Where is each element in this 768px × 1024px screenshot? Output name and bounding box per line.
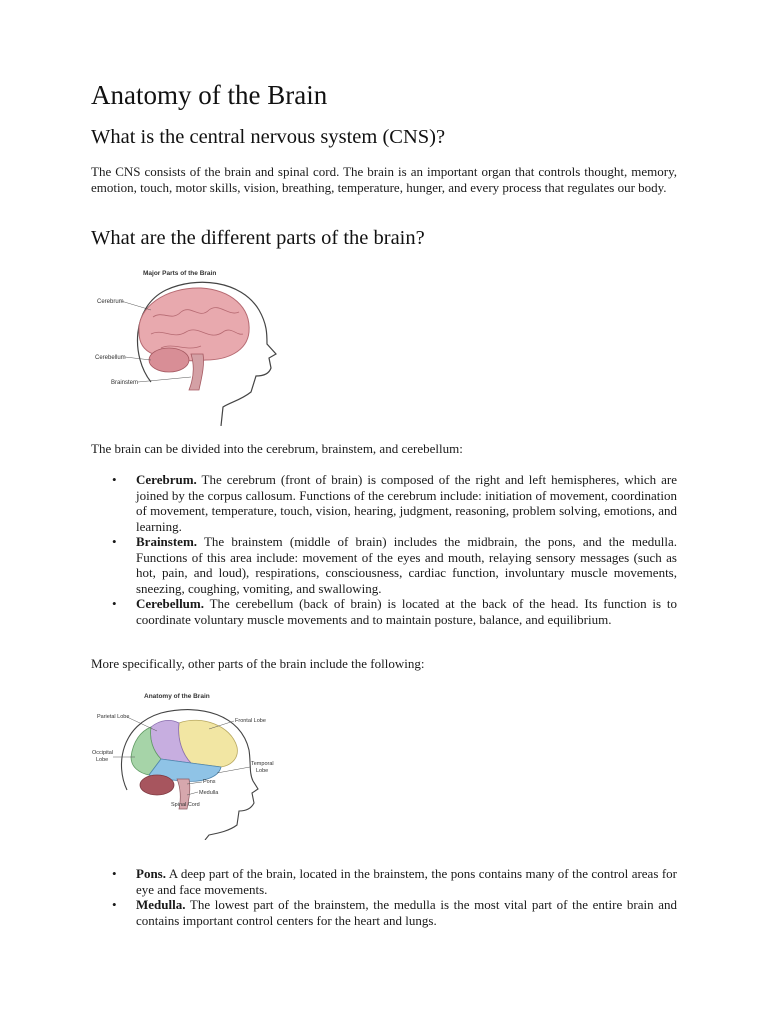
figure-brain-anatomy-label-parietal: Parietal Lobe: [97, 714, 130, 720]
figure-major-parts-title: Major Parts of the Brain: [143, 270, 217, 277]
list-item-medulla: [91, 897, 677, 928]
bullet-icon: •: [112, 866, 117, 881]
bullet-icon: •: [112, 534, 117, 549]
term-cerebrum: Cerebrum.: [136, 472, 197, 487]
desc-cerebrum: The cerebrum (front of brain) is composed of the right and left hemispheres, which are joined by the corpus callosum. Functions of the cerebrum include: initiation of movement, coordination of movement, temperature, touch, vision, hearing, judgment, reasoning, problem solving, emotions, and learning.: [136, 472, 677, 534]
figure-major-parts-label-cerebrum: Cerebrum: [97, 299, 124, 305]
figure-major-parts-label-cerebellum: Cerebellum: [95, 355, 126, 361]
figure-brain-anatomy-label-occipital-1: Occipital: [92, 750, 114, 756]
cerebellum-shape: [140, 775, 174, 795]
list-item-pons: [91, 866, 677, 897]
figure-brain-anatomy-label-temporal-2: Lobe: [256, 768, 269, 774]
paragraph-more-specific: More specifically, other parts of the brain include the following:: [91, 656, 425, 671]
term-brainstem: Brainstem.: [136, 534, 198, 549]
bullet-icon: •: [112, 596, 117, 611]
paragraph-brain-division: The brain can be divided into the cerebrum, brainstem, and cerebellum:: [91, 441, 463, 456]
list-item-cerebellum: [91, 596, 677, 627]
heading-brain-parts: What are the different parts of the brain?: [91, 227, 425, 249]
figure-brain-anatomy-illustration: [91, 685, 281, 840]
heading-cns: What is the central nervous system (CNS)?: [91, 126, 446, 148]
cerebellum-shape: [149, 348, 189, 372]
figure-brain-anatomy-title: Anatomy of the Brain: [144, 693, 210, 700]
page-title: Anatomy of the Brain: [91, 80, 328, 110]
desc-pons: A deep part of the brain, located in the brainstem, the pons contains many of the control areas for eye and face movements.: [136, 866, 677, 897]
cerebrum-shape: [139, 288, 249, 361]
brain-parts-list: [91, 472, 677, 627]
list-item-brainstem: [91, 534, 677, 596]
term-pons: Pons.: [136, 866, 166, 881]
term-cerebellum: Cerebellum.: [136, 596, 204, 611]
paragraph-cns: The CNS consists of the brain and spinal cord. The brain is an important organ that controls thought, memory, emotion, touch, motor skills, vision, breathing, temperature, hunger, and every process that regulates our body.: [91, 164, 677, 195]
figure-brain-anatomy: [91, 685, 281, 840]
figure-major-parts-illustration: [91, 262, 279, 426]
desc-cerebellum: The cerebellum (back of brain) is located at the back of the head. Its function is to coordinate voluntary muscle movements and to maintain posture, balance, and equilibrium.: [136, 596, 677, 627]
figure-brain-anatomy-label-spinal: Spinal Cord: [171, 802, 200, 808]
desc-medulla: The lowest part of the brainstem, the medulla is the most vital part of the entire brain and contains important control centers for the heart and lungs.: [136, 897, 677, 928]
figure-brain-anatomy-label-medulla: Medulla: [199, 790, 219, 796]
figure-brain-anatomy-label-temporal-1: Temporal: [251, 761, 274, 767]
figure-major-parts-label-brainstem: Brainstem: [111, 380, 139, 386]
figure-brain-anatomy-label-occipital-2: Lobe: [96, 757, 109, 763]
term-medulla: Medulla.: [136, 897, 186, 912]
desc-brainstem: The brainstem (middle of brain) includes the midbrain, the pons, and the medulla. Functions of this area include: movement of the eyes and mouth, relaying sensory messages (such as hot, pain, and loud), respirations, consciousness, cardiac function, involuntary muscle movements, sneezing, coughing, vomiting, and swallowing.: [136, 534, 677, 596]
brain-parts-list-2: [91, 866, 677, 928]
figure-major-parts: [91, 262, 279, 426]
bullet-icon: •: [112, 472, 117, 487]
figure-brain-anatomy-label-pons: Pons: [203, 779, 216, 785]
figure-brain-anatomy-label-frontal: Frontal Lobe: [235, 718, 266, 724]
list-item-cerebrum: [91, 472, 677, 534]
bullet-icon: •: [112, 897, 117, 912]
